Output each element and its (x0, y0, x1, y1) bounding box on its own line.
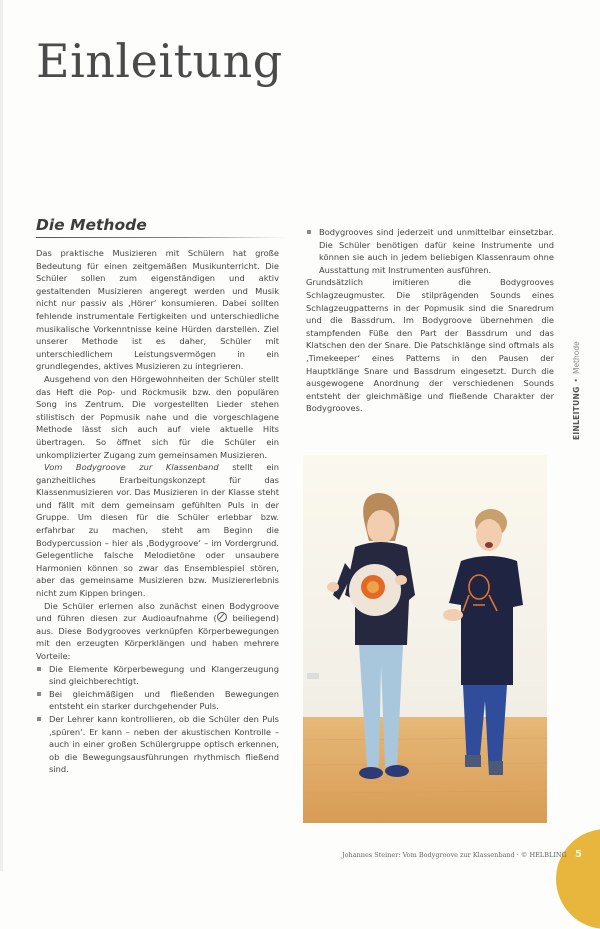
cd-icon (217, 612, 227, 622)
side-section-label (572, 341, 581, 440)
paragraph-bodygroove-part1: Die Schüler erlernen also zunächst einen Bodygroove und führen diesen zur Audioaufnahme ( (36, 600, 279, 624)
list-item: Bei gleichmäßigen und fließenden Bewegungen entsteht ein starker durchgehender Puls. (36, 688, 279, 713)
paragraph-listening-habits: Ausgehend von den Hörgewohnheiten der Schüler stellt das Heft die Pop- und Rockmusik bzw. den populären Song ins Zentrum. Die vorgestellten Lieder stehen stilistisch der Popmusik nahe und die vorgeschlagene Methode lässt sich auch auf viele aktuelle Hits übertragen. So öffnet sich für die Schüler ein unkomplizierter Zugang zum gemeinsamen Musizieren. (36, 373, 279, 460)
book-title: Vom Bodygroove zur Klassenband (44, 462, 219, 473)
side-label-separator: • (572, 378, 581, 383)
paragraph-concept (36, 461, 279, 600)
paragraph-bodygroove (36, 600, 279, 663)
paragraph-bodygroove-part2: beiliegend) aus. Diese Bodygrooves verknüpfen Körperbewegungen mit den erzeugten Körperklängen und haben mehrere Vorteile: (36, 613, 279, 661)
left-column (36, 216, 279, 776)
bullet-square-icon (307, 230, 311, 234)
page-number-tab (556, 829, 600, 929)
photo-illustration (303, 455, 547, 823)
side-label-section: Methode (572, 341, 581, 375)
paragraph-intro: Das praktische Musizieren mit Schülern hat große Bedeutung für einen zeitgemäßen Musikunterricht. Die Schüler sollen zum eigenständigen und aktiv gestaltenden Musizieren angeregt werden und Musik nicht nur passiv als ‚Hörer‘ konsumieren. Dabei sollten fehlende instrumentale Fertigkeiten und unterschiedliche musikalische Vorkenntnisse keine Hürden darstellen. Ziel unserer Methode ist es daher, Schüler mit unterschiedlichem Leistungsvermögen in ein grundlegendes, aktives Musizieren zu integrieren. (36, 248, 279, 372)
page-edge (0, 0, 3, 871)
page-title: Einleitung (36, 34, 283, 88)
side-label-chapter: EINLEITUNG (572, 386, 581, 440)
paragraph-drum-patterns: Grundsätzlich imitieren die Bodygrooves Schlagzeugmuster. Die stilprägenden Sounds eines Schlagzeugpatterns in der Popmusik sind die Snaredrum und die Bassdrum. Im Bodygroove übernehmen die stampfenden Füße den Part der Bassdrum und das Klatschen den der Snare. Die Patschklänge sind oftmals als ‚Timekeeper‘ eines Patterns in den Pausen der Hauptklänge Snare und Bassdrum eingesetzt. Durch die ausgewogene Anordnung der verschiedenen Sounds entsteht der gleichmäßige und fließende Charakter der Bodygrooves. (306, 277, 554, 414)
list-item: Bodygrooves sind jederzeit und unmittelbar einsetzbar. Die Schüler benötigen dafür keine Instrumente und können sie auch in jedem beliebigen Klassenraum ohne Ausstattung mit Instrumenten ausführen. (306, 226, 554, 276)
wooden-floor (303, 717, 547, 823)
advantages-list-continued (306, 226, 554, 276)
power-outlet (307, 673, 319, 679)
paragraph-concept-text: stellt ein ganzheitliches Erarbeitungskonzept für das Klassenmusizieren vor. Das Musizieren in der Klasse steht und fällt mit dem gemeinsam gefühlten Puls in der Gruppe. Um diesen für die Schüler erlebbar bzw. erfahrbar zu machen, steht am Beginn die Bodypercussion – hier als ‚Bodygroove‘ – im Vordergrund. Gelegentliche falsche Melodietöne oder unsaubere Harmonien können so zwar das Ensemblespiel stören, aber das gemeinsame Musizieren bzw. Musiziererlebnis nicht zum Kippen bringen. (36, 462, 279, 599)
page-number: 5 (575, 849, 582, 860)
bullet-square-icon (37, 692, 41, 696)
list-item: Der Lehrer kann kontrollieren, ob die Schüler den Puls ‚spüren‘. Er kann – neben der akustischen Kontrolle – auch in einer großen Schülergruppe optisch erkennen, ob die Bewegungsausführungen rhythmisch fließend sind. (36, 713, 279, 776)
heading-rule (36, 237, 286, 238)
bullet-square-icon (37, 717, 41, 721)
list-item: Die Elemente Körperbewegung und Klangerzeugung sind gleichberechtigt. (36, 663, 279, 688)
footer-credit: Johannes Steiner: Vom Bodygroove zur Klassenband · © HELBLING (342, 851, 567, 859)
photo-children-bodygroove (303, 455, 547, 823)
section-heading: Die Methode (36, 216, 147, 234)
advantages-list (36, 663, 279, 776)
right-column (306, 226, 554, 415)
bullet-square-icon (37, 667, 41, 671)
